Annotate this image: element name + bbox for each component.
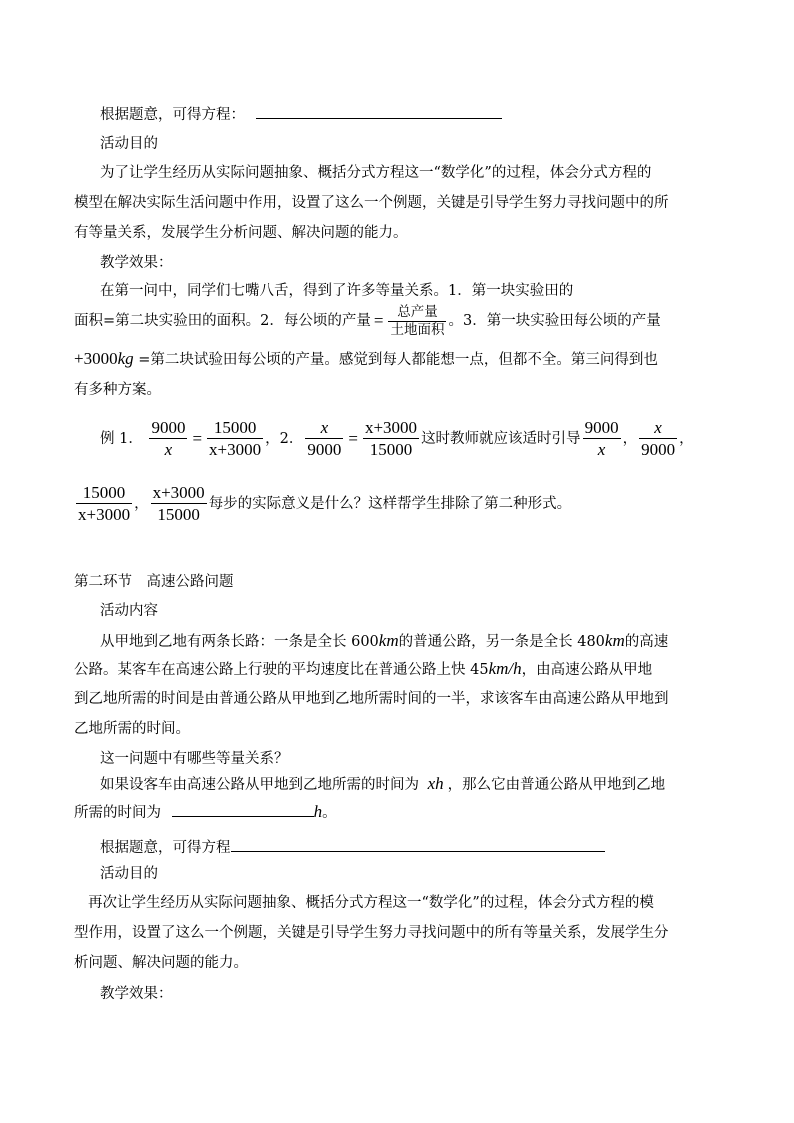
fraction-15000-over-x-plus-3000: $\frac{15000}{x+3000}$ xyxy=(209,418,262,459)
unit-kg: kg xyxy=(117,349,134,368)
purpose-title: 活动目的 xyxy=(100,136,158,152)
equation-blank xyxy=(231,837,605,852)
unit-kmh: km/h xyxy=(488,659,522,678)
fraction-x-plus-3000-over-15000: $\frac{x+3000}{15000}$ xyxy=(364,418,418,459)
purpose2-line-3: 析问题、解决问题的能力。 xyxy=(74,955,248,971)
example-label: 例 1． xyxy=(100,431,143,447)
fraction-x-over-9000-b: $\frac{x}{9000}$ xyxy=(641,418,676,459)
equation-prompt-line-2: 根据题意，可得方程 xyxy=(100,837,605,858)
time-blank xyxy=(172,802,314,817)
example-2-label: ，2． xyxy=(265,431,304,447)
fraction-15000-over-x-plus-3000-b: $\frac{15000}{x+3000}$ xyxy=(78,483,131,524)
purpose2-line-2: 型作用，设置了这么一个例题，关键是引导学生努力寻找问题中的所有等量关系，发展学生分 xyxy=(74,925,669,941)
var-xh: xh xyxy=(427,774,444,793)
purpose2-line-1: 再次让学生经历从实际问题抽象、概括分式方程这一“数学化”的过程，体会分式方程的模 xyxy=(88,895,654,911)
example-mid-text: 这时教师就应该适时引导 xyxy=(421,431,581,447)
yield-fraction xyxy=(388,304,446,339)
example-row-2: $\frac{15000}{x+3000}$ ， $\frac{x+3000}{15000}$ 每步的实际意义是什么？这样帮学生排除了第二种形式。 xyxy=(78,483,572,524)
unit-km: km xyxy=(378,631,399,650)
purpose-line-1: 为了让学生经历从实际问题抽象、概括分式方程这一“数学化”的过程，体会分式方程的 xyxy=(100,165,652,181)
purpose-line-3: 有等量关系，发展学生分析问题、解决问题的能力。 xyxy=(74,225,408,241)
effect-line-1: 在第一问中，同学们七嘴八舌，得到了许多等量关系。1．第一块实验田的 xyxy=(100,283,574,299)
setup-line-1: 如果设客车由高速公路从甲地到乙地所需的时间为 xh ，那么它由普通公路从甲地到乙地 xyxy=(100,774,666,793)
purpose-title-2: 活动目的 xyxy=(100,866,158,882)
fraction-denominator: 土地面积 xyxy=(390,321,445,338)
equation-prompt: 根据题意，可得方程： xyxy=(100,107,245,123)
section-2-title: 第二环节 高速公路问题 xyxy=(74,574,234,590)
problem-line-4: 乙地所需的时间。 xyxy=(74,721,190,737)
question-line: 这一问题中有哪些等量关系？ xyxy=(100,751,289,767)
problem-line-2: 公路。某客车在高速公路上行驶的平均速度比在普通公路上快 45km/h，由高速公路从甲地 xyxy=(74,659,653,678)
fraction-x-over-9000: $\frac{x}{9000}$ xyxy=(307,418,342,459)
setup-line-2: 所需的时间为 h。 xyxy=(74,802,337,821)
equation-prompt-line xyxy=(100,104,502,125)
fraction-x-plus-3000-over-15000-b: $\frac{x+3000}{15000}$ xyxy=(152,483,205,524)
effect-title: 教学效果： xyxy=(100,255,173,271)
effect-title-2: 教学效果： xyxy=(100,986,173,1002)
example-row-1: 例 1． $\frac{9000}{x}$ = $\frac{15000}{x+3000}$ ，2． $\frac{x}{9000}$ = $\frac{x+3000}{15000}$ 这时教师就应该适时引导 $\frac{9000}{x}$ ， $\frac{x}{9000}$ ， xyxy=(100,418,694,459)
answer-blank xyxy=(256,104,502,119)
effect-line-2: 面积=第二块实验田的面积。2．每公顷的产量 = $\frac{\text{总产量}}{\text{土地面积}}$ 。3．第一块实验田每公顷的产量 xyxy=(74,303,661,338)
effect-line-3b: =第二块试验田每公顷的产量。感觉到每人都能想一点，但都不全。第三问得到也 xyxy=(138,352,658,368)
purpose-line-2: 模型在解决实际生活问题中作用，设置了这么一个例题，关键是引导学生努力寻找问题中的所 xyxy=(74,195,669,211)
unit-h: h xyxy=(313,802,323,821)
effect-line-2b: 。3．第一块实验田每公顷的产量 xyxy=(448,313,661,329)
fraction-9000-over-x: $\frac{9000}{x}$ xyxy=(151,418,186,459)
problem-line-1: 从甲地到乙地有两条长路：一条是全长 600km的普通公路，另一条是全长 480km的高速 xyxy=(100,631,669,650)
unit-km-2: km xyxy=(604,631,625,650)
content-title: 活动内容 xyxy=(100,603,158,619)
effect-line-4: 有多种方案。 xyxy=(74,382,161,398)
plus-3000: +3000 xyxy=(74,349,118,368)
problem-line-3: 到乙地所需的时间是由普通公路从甲地到乙地所需时间的一半，求该客车由高速公路从甲地到 xyxy=(74,691,669,707)
effect-line-3 xyxy=(74,349,658,370)
example-tail-text: 每步的实际意义是什么？这样帮学生排除了第二种形式。 xyxy=(208,496,572,512)
fraction-9000-over-x-b: $\frac{9000}{x}$ xyxy=(584,418,619,459)
fraction-numerator: 总产量 xyxy=(397,303,438,320)
effect-line-2a: 面积=第二块实验田的面积。2．每公顷的产量 xyxy=(74,313,371,329)
